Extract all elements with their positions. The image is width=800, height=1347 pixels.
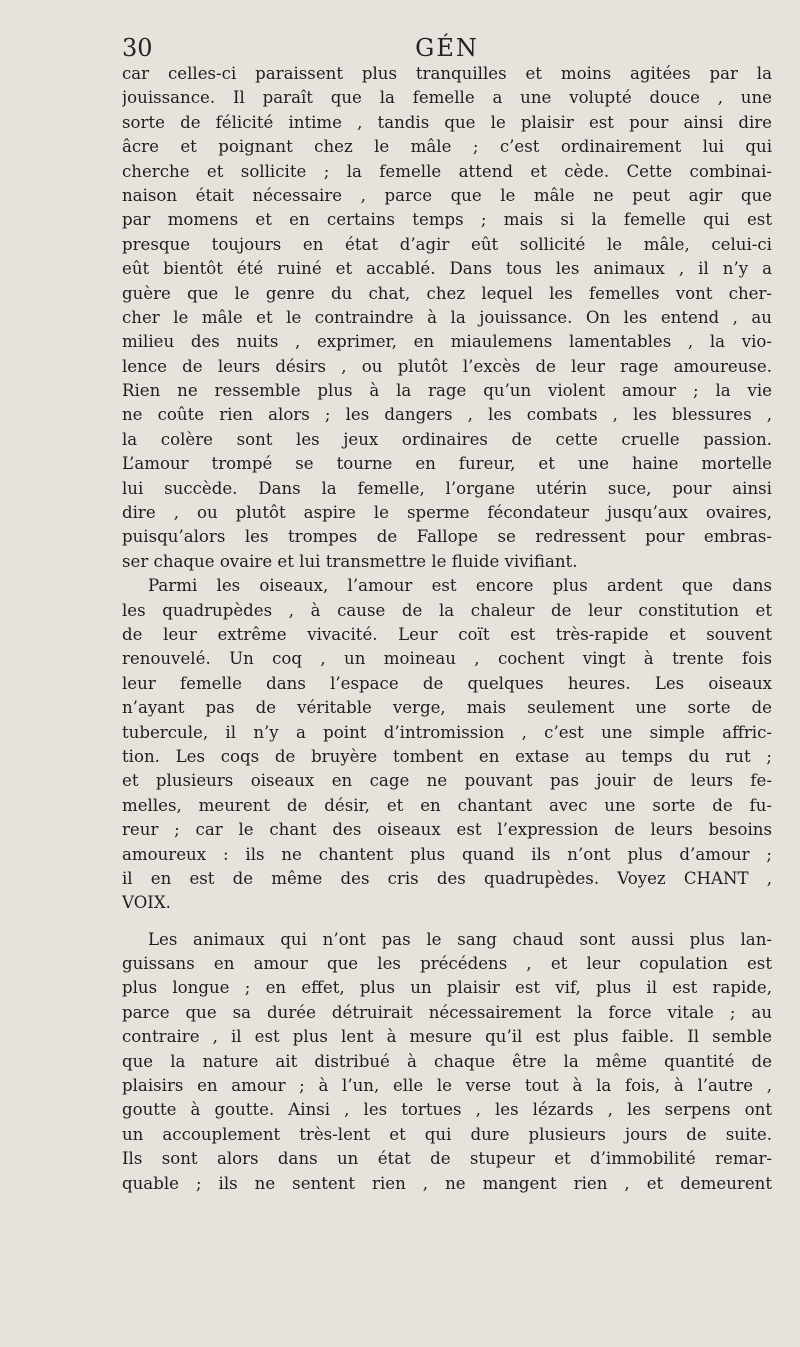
paragraph-2 [122,574,772,915]
text-line: lui succède. Dans la femelle, l’organe utérin suce, pour ainsi [122,478,772,498]
text-line: dire , ou plutôt aspire le sperme fécondateur jusqu’aux ovaires, [122,503,772,523]
text-line: jouissance. Il paraît que la femelle a une volupté douce , une [122,88,772,108]
text-line: cherche et sollicite ; la femelle attend et cède. Cette combinai- [122,161,772,181]
text-line: lence de leurs désirs , ou plutôt l’excès de leur rage amoureuse. [122,356,772,376]
text-line: puisqu’alors les trompes de Fallope se redressent pour embras- [122,527,772,547]
text-line: contraire , il est plus lent à mesure qu’il est plus faible. Il semble [122,1027,772,1047]
text-line: tubercule, il n’y a point d’intromission , c’est une simple affric- [122,722,772,742]
text-line: Les animaux qui n’ont pas le sang chaud sont aussi plus lan- [148,929,772,949]
text-line: plus longue ; en effet, plus un plaisir est vif, plus il est rapide, [122,978,772,998]
text-line: goutte à goutte. Ainsi , les tortues , les lézards , les serpens ont [122,1100,772,1120]
text-line: L’amour trompé se tourne en fureur, et une haine mortelle [122,454,772,474]
paragraph-3 [122,928,772,1196]
text-line: milieu des nuits , exprimer, en miaulemens lamentables , la vio- [122,332,772,352]
text-line: n’ayant pas de véritable verge, mais seulement une sorte de [122,698,772,718]
paragraph-1 [122,62,772,574]
text-line: eût bientôt été ruiné et accablé. Dans tous les animaux , il n’y a [122,259,772,279]
page-number: 30 [122,34,153,62]
text-line: car celles-ci paraissent plus tranquilles et moins agitées par la [122,64,772,83]
text-line: plaisirs en amour ; à l’un, elle le verse tout à la fois, à l’autre , [122,1076,772,1096]
body-text [122,62,772,1196]
text-line: et plusieurs oiseaux en cage ne pouvant pas jouir de leurs fe- [122,771,772,791]
text-line: presque toujours en état d’agir eût sollicité le mâle, celui-ci [122,234,772,254]
text-line: guère que le genre du chat, chez lequel les femelles vont cher- [122,283,772,303]
text-line: VOIX. [122,893,171,913]
text-line: la colère sont les jeux ordinaires de cette cruelle passion. [122,429,772,449]
text-line: les quadrupèdes , à cause de la chaleur de leur constitution et [122,600,772,620]
text-line: Rien ne ressemble plus à la rage qu’un violent amour ; la vie [122,381,772,401]
text-line: amoureux : ils ne chantent plus quand ils n’ont plus d’amour ; [122,844,772,864]
text-line: sorte de félicité intime , tandis que le plaisir est pour ainsi dire [122,112,772,132]
text-line: naison était nécessaire , parce que le mâle ne peut agir que [122,185,772,205]
text-line: leur femelle dans l’espace de quelques heures. Les oiseaux [122,673,772,693]
text-line: ne coûte rien alors ; les dangers , les combats , les blessures , [122,405,772,425]
text-line: Parmi les oiseaux, l’amour est encore plus ardent que dans [148,576,772,596]
text-line: parce que sa durée détruirait nécessairement la force vitale ; au [122,1002,772,1022]
text-line: reur ; car le chant des oiseaux est l’expression de leurs besoins [122,820,772,840]
text-line: un accouplement très-lent et qui dure plusieurs jours de suite. [122,1124,772,1144]
paragraph-gap [122,916,772,928]
page-header [122,34,772,64]
text-line: que la nature ait distribué à chaque être la même quantité de [122,1051,772,1071]
text-line: âcre et poignant chez le mâle ; c’est ordinairement lui qui [122,137,772,157]
text-line: par momens et en certains temps ; mais si la femelle qui est [122,210,772,230]
text-line: melles, meurent de désir, et en chantant avec une sorte de fu- [122,795,772,815]
running-head: GÉN [415,34,479,62]
text-line: Ils sont alors dans un état de stupeur et d’immobilité remar- [122,1149,772,1169]
text-line: cher le mâle et le contraindre à la jouissance. On les entend , au [122,307,772,327]
text-line: il en est de même des cris des quadrupèdes. Voyez CHANT , [122,868,772,888]
text-line: ser chaque ovaire et lui transmettre le fluide vivifiant. [122,551,578,571]
text-line: quable ; ils ne sentent rien , ne mangent rien , et demeurent [122,1173,772,1193]
text-line: renouvelé. Un coq , un moineau , cochent vingt à trente fois [122,649,772,669]
text-line: guissans en amour que les précédens , et leur copulation est [122,954,772,974]
text-line: de leur extrême vivacité. Leur coït est très-rapide et souvent [122,624,772,644]
text-line: tion. Les coqs de bruyère tombent en extase au temps du rut ; [122,746,772,766]
